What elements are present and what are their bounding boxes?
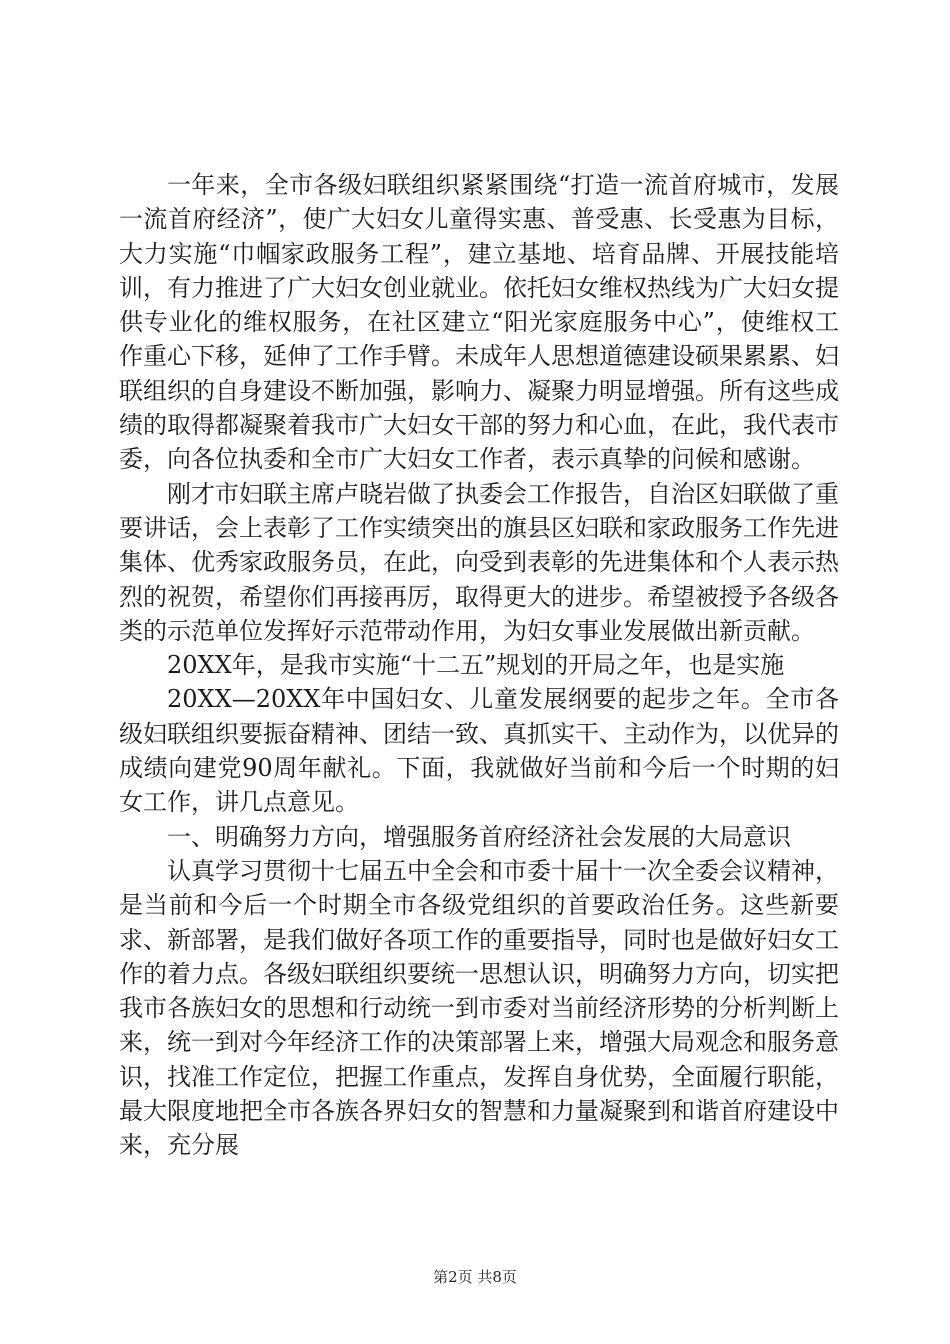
section-heading-one: 一、明确努力方向，增强服务首府经济社会发展的大局意识 [167, 822, 791, 851]
paragraph-commendation: 刚才市妇联主席卢晓岩做了执委会工作报告，自治区妇联做了重要讲话，会上表彰了工作实绩突出的旗县区妇联和家政服务工作先进集体、优秀家政服务员，在此，向受到表彰的先进集体和个人表示热烈的祝贺，希望你们再接再厉，取得更大的进步。希望被授予各级各类的示范单位发挥好示范带动作用，为妇女事业发展做出新贡献。 [119, 479, 839, 645]
paragraph-achievements: 一年来，全市各级妇联组织紧紧围绕“打造一流首府城市，发展一流首府经济”，使广大妇女儿童得实惠、普受惠、长受惠为目标，大力实施“巾帼家政服务工程”，建立基地、培育品牌、开展技能培训，有力推进了广大妇女创业就业。依托妇女维权热线为广大妇女提供专业化的维权服务，在社区建立“阳光家庭服务中心”，使维权工作重心下移，延伸了工作手臂。未成年人思想道德建设硕果累累、妇联组织的自身建设不断加强，影响力、凝聚力明显增强。所有这些成绩的取得都凝聚着我市广大妇女干部的努力和心血，在此，我代表市委，向各位执委和全市广大妇女工作者，表示真挚的问候和感谢。 [119, 171, 839, 474]
paragraph-year-goals: 20XX—20XX年中国妇女、儿童发展纲要的起步之年。全市各级妇联组织要振奋精神、团结一致、真抓实干、主动作为，以优异的成绩向建党90周年献礼。下面，我就做好当前和今后一个时期的妇女工作，讲几点意见。 [119, 685, 839, 817]
page-footer [0, 1266, 950, 1287]
paragraph-study-guidance: 认真学习贯彻十七届五中全会和市委十届十一次全委会议精神，是当前和今后一个时期全市各级党组织的首要政治任务。这些新要求、新部署，是我们做好各项工作的重要指导，同时也是做好妇女工作的着力点。各级妇联组织要统一思想认识，明确努力方向，切实把我市各族妇女的思想和行动统一到市委对当前经济形势的分析判断上来，统一到对今年经济工作的决策部署上来，增强大局观念和服务意识，找准工作定位，把握工作重点，发挥自身优势，全面履行职能，最大限度地把全市各族各界妇女的智慧和力量凝聚到和谐首府建设中来，充分展 [119, 856, 839, 1160]
page-number: 第2页 共8页 [433, 1268, 517, 1286]
document-body [119, 168, 839, 1163]
paragraph-year-intro: 20XX年，是我市实施“十二五”规划的开局之年，也是实施 [167, 651, 785, 680]
